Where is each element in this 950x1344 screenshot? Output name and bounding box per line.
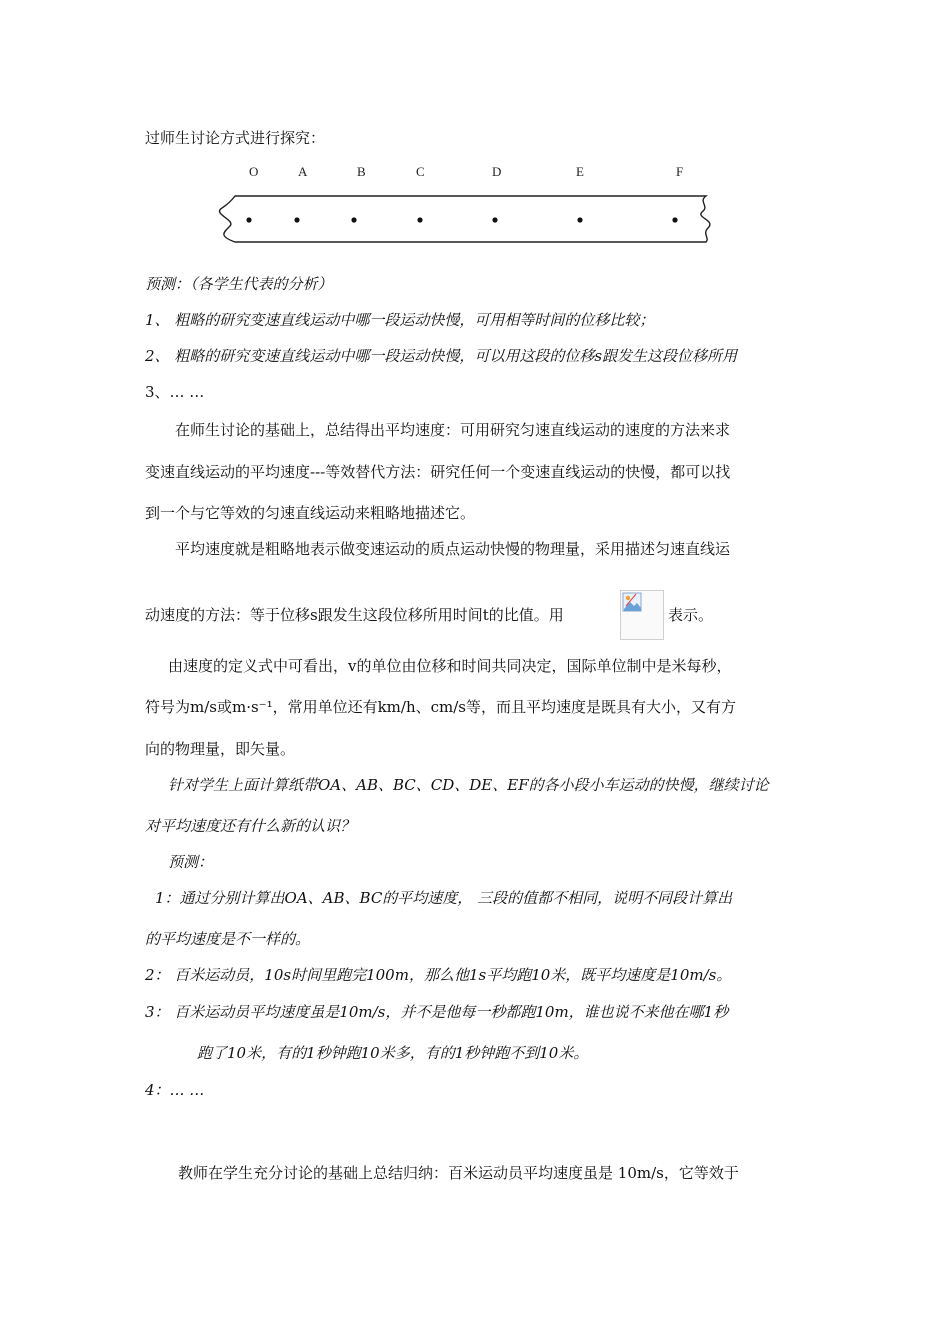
tape-dot-a	[294, 217, 299, 222]
ticker-tape-diagram	[210, 188, 730, 248]
tape-label-e: E	[576, 164, 584, 179]
prediction2-item-3-cont: 跑了10米，有的1秒钟跑10米多，有的1秒钟跑不到10米。	[197, 1044, 589, 1062]
tape-label-o: O	[249, 164, 259, 179]
text-after-formula: 表示。	[668, 606, 714, 624]
question-line: 针对学生上面计算纸带OA、AB、BC、CD、DE、EF的各小段小车运动的快慢，继续讨论	[168, 776, 769, 794]
paragraph-line: 平均速度就是粗略地表示做变速运动的质点运动快慢的物理量，采用描述匀速直线运	[175, 540, 731, 558]
tape-label-c: C	[416, 164, 425, 179]
tape-dot-d	[492, 217, 497, 222]
paragraph-line: 到一个与它等效的匀速直线运动来粗略地描述它。	[145, 504, 476, 522]
paragraph-line: 由速度的定义式中可看出，v的单位由位移和时间共同决定，国际单位制中是米每秒，	[168, 657, 732, 675]
tape-label-a: A	[298, 164, 308, 179]
tape-label-f: F	[676, 164, 684, 179]
paragraph-line: 向的物理量，即矢量。	[145, 740, 296, 758]
question-line: 对平均速度还有什么新的认识？	[145, 817, 356, 835]
text-before-formula: 动速度的方法：等于位移s跟发生这段位移所用时间t的比值。用	[145, 606, 564, 624]
paragraph-line: 在师生讨论的基础上，总结得出平均速度：可用研究匀速直线运动的速度的方法来求	[175, 421, 731, 439]
prediction-heading: 预测：（各学生代表的分析）	[145, 275, 333, 293]
paragraph-line	[145, 605, 564, 625]
tape-label-d: D	[492, 164, 502, 179]
tape-label-b: B	[357, 164, 366, 179]
tape-dot-e	[577, 217, 582, 222]
formula-image-placeholder	[620, 590, 664, 640]
prediction2-item-1-cont: 的平均速度是不一样的。	[145, 930, 311, 948]
prediction2-item-1: 1：通过分别计算出OA、AB、BC的平均速度， 三段的值都不相同，说明不同段计算出	[155, 889, 733, 907]
intro-line: 过师生讨论方式进行探究：	[145, 129, 326, 147]
tape-dot-f	[672, 217, 677, 222]
prediction2-item-2: 2： 百米运动员，10s时间里跑完100m，那么他1s平均跑10米，既平均速度是10m/s。	[145, 966, 732, 984]
prediction2-heading: 预测：	[168, 853, 214, 871]
prediction2-item-3: 3： 百米运动员平均速度虽是10m/s，并不是他每一秒都跑10m，谁也说不来他在哪1秒	[145, 1003, 729, 1021]
tape-outline	[220, 196, 710, 242]
conclusion-line: 教师在学生充分讨论的基础上总结归纳：百米运动员平均速度虽是 10m/s，它等效于	[178, 1164, 739, 1182]
prediction-item-1: 1、 粗略的研究变速直线运动中哪一段运动快慢，可用相等时间的位移比较；	[145, 311, 655, 329]
prediction-item-2: 2、 粗略的研究变速直线运动中哪一段运动快慢，可以用这段的位移s跟发生这段位移所用	[145, 347, 738, 365]
paragraph-line: 变速直线运动的平均速度---等效替代方法：研究任何一个变速直线运动的快慢，都可以找	[145, 463, 731, 481]
paragraph-line: 符号为m/s或m·s⁻¹，常用单位还有km/h、cm/s等，而且平均速度是既具有大小，又有方	[145, 698, 737, 716]
tape-dot-c	[417, 217, 422, 222]
broken-image-icon	[622, 592, 644, 614]
prediction-item-3: 3、… …	[145, 383, 205, 401]
tape-dot-b	[351, 217, 356, 222]
prediction2-item-4: 4：… …	[145, 1081, 205, 1099]
tape-dot-o	[246, 217, 251, 222]
